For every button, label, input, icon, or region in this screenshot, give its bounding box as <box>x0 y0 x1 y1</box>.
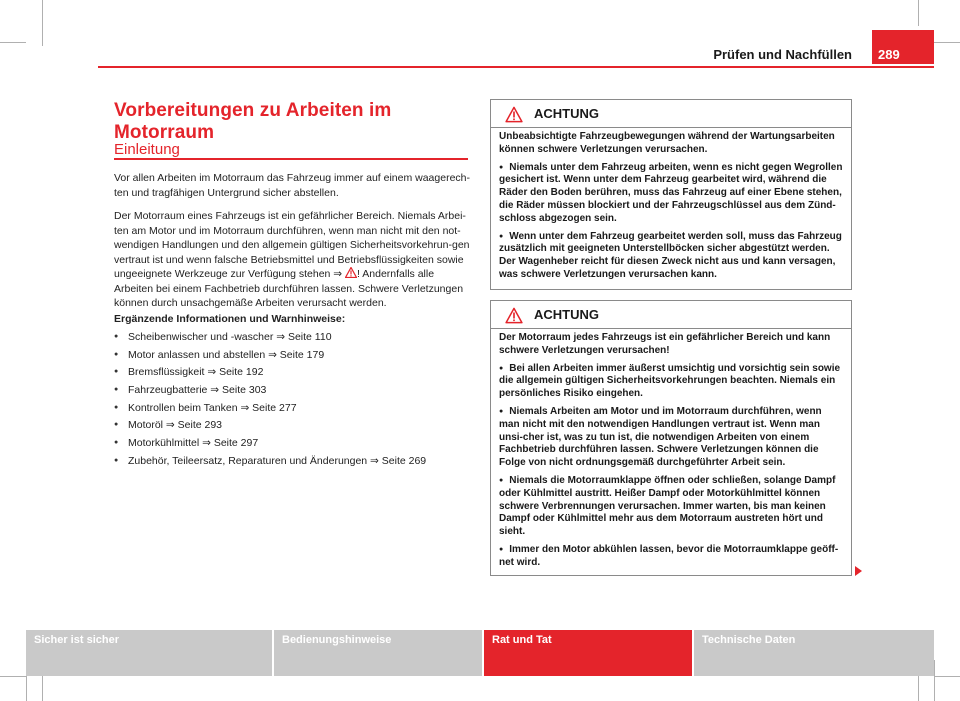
warning-reference-icon[interactable] <box>345 267 357 278</box>
list-item[interactable]: ● Motorkühlmittel ⇒ Seite 297 <box>114 436 470 454</box>
warning-body <box>491 329 851 579</box>
tab-rat-und-tat[interactable]: Rat und Tat <box>484 630 692 676</box>
warning-item-text: Immer den Motor abkühlen lassen, bevor die Motorraumklappe geöff-net wird. <box>499 543 839 568</box>
bullet-icon: ● <box>499 232 504 240</box>
crop-mark <box>934 676 960 677</box>
running-header-title: Prüfen und Nachfüllen <box>713 47 852 62</box>
warning-title: ACHTUNG <box>534 307 599 322</box>
header-rule <box>98 66 934 68</box>
warning-item <box>499 363 843 401</box>
warning-triangle-icon <box>505 106 523 123</box>
crop-mark <box>918 676 919 701</box>
warning-item-text: Niemals Arbeiten am Motor und im Motorraum durchführen, wenn man nicht mit den notwendigen Handlungen vertraut ist. Wenn man unsi-cher ist, was zu tun ist, die notwendigen Arbeiten von einem Fachbetrieb durchführen lassen. Schwere Verletzungen können die Folge von nicht ordnungsgemäß durchgeführter Arbeit sein. <box>499 405 822 469</box>
warning-box-header <box>491 301 851 329</box>
crop-mark <box>918 0 919 26</box>
list-item[interactable]: ● Scheibenwischer und -wascher ⇒ Seite 110 <box>114 330 470 348</box>
crop-mark <box>0 676 26 677</box>
warning-item <box>499 475 843 539</box>
list-item[interactable]: ● Motoröl ⇒ Seite 293 <box>114 418 470 436</box>
list-item[interactable]: ● Zubehör, Teileersatz, Reparaturen und Änderungen ⇒ Seite 269 <box>114 454 470 472</box>
warning-item <box>499 231 843 282</box>
bullet-icon: ● <box>499 476 504 484</box>
bullet-icon: ● <box>499 545 504 553</box>
warning-item-text: Wenn unter dem Fahrzeug gearbeitet werden soll, muss das Fahrzeug zusätzlich mit geeigneten Unterstellböcken sicher abgestützt werden. Der Wagenheber reicht für diesen Zweck nicht aus und kann versagen, was schwere Verletzungen verursachen kann. <box>499 230 842 280</box>
section-rule <box>114 158 468 160</box>
section-heading: Einleitung <box>114 141 180 158</box>
continue-arrow-icon <box>855 566 862 576</box>
bullet-icon: ● <box>499 407 504 415</box>
danger-paragraph-text-end: ! Andernfalls alle Arbeiten bei einem Fachbetrieb durchführen lassen. Schwere Verletzungen können durch unsachgemäße Arbeiten verursacht werden. <box>114 268 464 309</box>
warning-intro: Unbeabsichtigte Fahrzeugbewegungen während der Wartungsarbeiten können schwere Verletzungen verursachen. <box>499 131 835 155</box>
tab-bedienungshinweise[interactable]: Bedienungshinweise <box>274 630 482 676</box>
list-item[interactable]: ● Bremsflüssigkeit ⇒ Seite 192 <box>114 365 470 383</box>
warning-item <box>499 544 843 570</box>
warning-title: ACHTUNG <box>534 106 599 121</box>
page-title: Vorbereitungen zu Arbeiten im Motorraum <box>114 100 392 143</box>
warning-item-text: Niemals die Motorraumklappe öffnen oder schließen, solange Dampf oder Kühlmittel austritt. Heißer Dampf oder Motorkühlmittel können schwere Verbrennungen verursachen. Immer warten, bis man keinen Dampf oder Kühlmittel mehr aus dem Motorraum austreten hört und sieht. <box>499 474 836 538</box>
list-item[interactable]: ● Motor anlassen und abstellen ⇒ Seite 179 <box>114 348 470 366</box>
warning-item <box>499 162 843 226</box>
bullet-icon: ● <box>499 364 504 372</box>
warning-item-text: Bei allen Arbeiten immer äußerst umsichtig und vorsichtig sein sowie die allgemein gültigen Sicherheitsvorkehrungen beachten. Niemals ein persönliches Risiko eingehen. <box>499 362 841 400</box>
crop-mark <box>42 676 43 701</box>
warning-item <box>499 406 843 470</box>
warning-intro: Der Motorraum jedes Fahrzeugs ist ein gefährlicher Bereich und kann schwere Verletzungen verursachen! <box>499 332 831 356</box>
warning-item-text: Niemals unter dem Fahrzeug arbeiten, wenn es nicht gegen Wegrollen gesichert ist. Wenn unter dem Fahrzeug gearbeitet wird, während die Räder den Boden berühren, muss das Fahrzeug auf einer Ebene stehen, die Räder müssen blockiert und der Fahrzeugschlüssel aus dem Zünd-schloss abgezogen sein. <box>499 161 843 224</box>
intro-paragraph: Vor allen Arbeiten im Motorraum das Fahrzeug immer auf einem waagerech-ten und tragfähigen Untergrund sicher abstellen. <box>114 172 470 199</box>
warning-box-engine-bay <box>490 300 852 576</box>
crop-mark <box>42 0 43 46</box>
tab-technische-daten[interactable]: Technische Daten <box>694 630 934 676</box>
list-item[interactable]: ● Fahrzeugbatterie ⇒ Seite 303 <box>114 383 470 401</box>
warning-box-vehicle-movement <box>490 99 852 290</box>
info-heading: Ergänzende Informationen und Warnhinweise: <box>114 313 346 325</box>
danger-paragraph-text: Der Motorraum eines Fahrzeugs ist ein gefährlicher Bereich. Niemals Arbei-ten am Motor und im Motorraum durchführen, wenn man nicht mit den not-wendigen Handlungen und den allgemein gültigen Sicherheitsvorkehrun-gen vertraut ist und wenn falsche Betriebsmittel und Betriebsflüssigkeiten sowie ungeeignete Werkzeuge zur Verfügung stehen ⇒ <box>114 210 470 280</box>
warning-body <box>491 128 851 291</box>
danger-paragraph <box>114 209 470 311</box>
warning-box-header <box>491 100 851 128</box>
page-number: 289 <box>878 47 900 62</box>
crop-mark <box>934 42 960 43</box>
crop-mark <box>934 660 935 701</box>
tab-sicher-ist-sicher[interactable]: Sicher ist sicher <box>26 630 272 676</box>
reference-list <box>114 330 470 472</box>
bullet-icon: ● <box>499 163 504 171</box>
crop-mark <box>0 42 26 43</box>
warning-triangle-icon <box>505 307 523 324</box>
list-item[interactable]: ● Kontrollen beim Tanken ⇒ Seite 277 <box>114 401 470 419</box>
